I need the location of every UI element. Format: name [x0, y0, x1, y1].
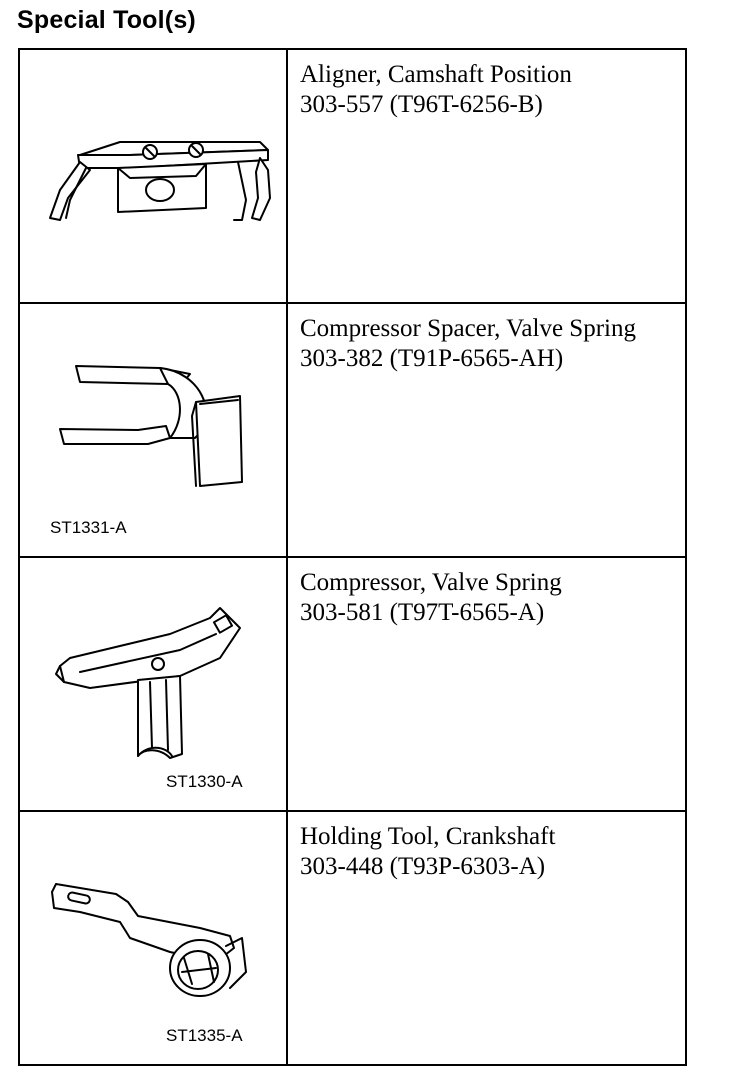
tool-description-cell: [287, 303, 686, 557]
valve-spring-compressor-illustration: [20, 558, 286, 810]
tool-image-cell: [19, 303, 287, 557]
tool-number: 303-557 (T96T-6256-B): [300, 91, 543, 118]
special-tools-table: [18, 48, 687, 1066]
tool-image-code: ST1330-A: [166, 772, 243, 791]
tool-name: Holding Tool, Crankshaft: [300, 823, 556, 850]
tool-image-cell: [19, 49, 287, 303]
page-title: Special Tool(s): [17, 6, 196, 34]
tool-name: Aligner, Camshaft Position: [300, 61, 572, 88]
table-row: [19, 811, 686, 1065]
tool-number: 303-448 (T93P-6303-A): [300, 853, 546, 880]
table-row: [19, 557, 686, 811]
tool-name: Compressor, Valve Spring: [300, 569, 562, 596]
table-row: [19, 49, 686, 303]
tool-number: 303-382 (T91P-6565-AH): [300, 345, 564, 372]
tool-image-cell: [19, 811, 287, 1065]
tool-name: Compressor Spacer, Valve Spring: [300, 315, 636, 342]
table-row: [19, 303, 686, 557]
tool-description-cell: [287, 49, 686, 303]
crankshaft-holding-tool-illustration: [20, 812, 286, 1064]
tool-image-cell: [19, 557, 287, 811]
camshaft-aligner-illustration: [20, 50, 286, 302]
tool-description-cell: [287, 811, 686, 1065]
tool-description-cell: [287, 557, 686, 811]
tool-image-code: ST1335-A: [166, 1026, 243, 1045]
tool-image-code: ST1331-A: [50, 518, 127, 537]
tool-number: 303-581 (T97T-6565-A): [300, 599, 545, 626]
